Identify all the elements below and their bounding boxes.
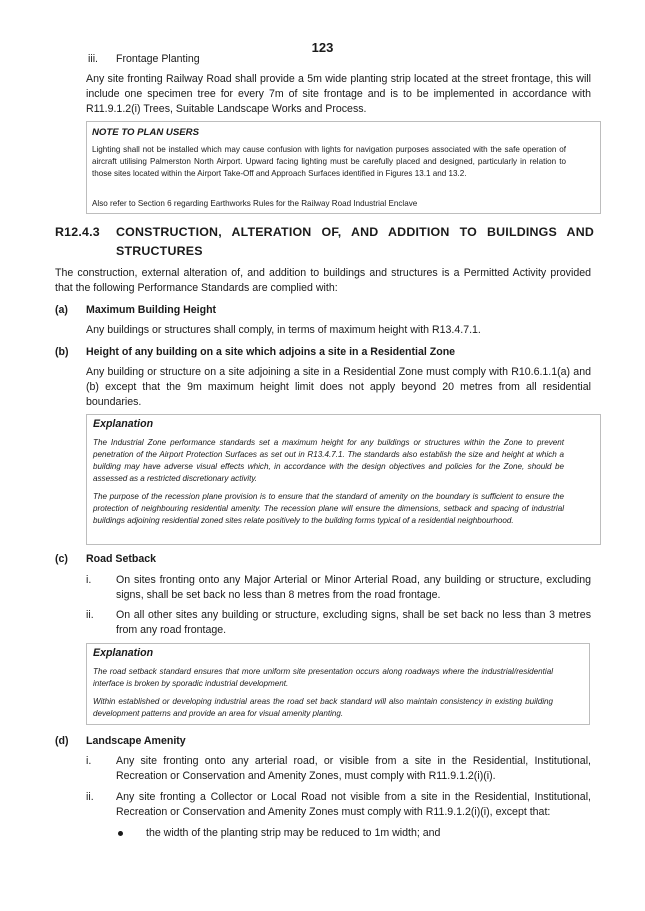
bullet-icon: [118, 831, 123, 836]
a-label: (a): [55, 304, 68, 316]
section-title: CONSTRUCTION, ALTERATION OF, AND ADDITION TO BUILDINGS AND STRUCTURES: [116, 225, 594, 258]
d-ii-label: ii.: [86, 791, 94, 803]
d-ii-body: Any site fronting a Collector or Local Road not visible from a site in the Residential, Institutional, Recreation or Conservation and Amenity Zones must comply with R11.9.1.2(i)(i), except that:: [116, 791, 591, 818]
d-i-label: i.: [86, 755, 92, 767]
explanation-1-p2: The purpose of the recession plane provision is to ensure that the standard of amenity on the boundary is sufficient to ensure the protection of neighbouring residential amenity. The recession plane will ensure the dimensions, setback and spacing of industrial buildings adjoining residential zoned sites relate positively to the building forms typical of a residential neighbourhood.: [93, 492, 564, 525]
frontage-label: iii.: [88, 53, 99, 65]
d-i-body: Any site fronting onto any arterial road, or visible from a site in the Residential, Institutional, Recreation or Conservation and Amenity Zones, must comply with R11.9.1.2(i)(i).: [116, 755, 591, 782]
b-body: Any building or structure on a site adjoining a site in a Residential Zone must comply with R10.6.1.1(a) and (b) except that the 9m maximum height limit does not apply beyond 20 metres from all residential boundaries.: [86, 366, 591, 408]
section-number: R12.4.3: [55, 225, 100, 239]
a-body: Any buildings or structures shall comply, in terms of maximum height with R13.4.7.1.: [86, 324, 481, 336]
explanation-1-title: Explanation: [93, 418, 154, 430]
note-box: [86, 121, 601, 214]
explanation-1-p1: The Industrial Zone performance standards set a maximum height for any buildings or structures within the Zone to prevent penetration of the Airport Protection Surfaces as set out in R13.4.7.1. The standards also establish the size and height at which a building may have adverse visual effects which, in accordance with the design objectives and policies for the Zone, should be assessed as a restricted discretionary activity.: [93, 438, 564, 483]
c-i-label: i.: [86, 574, 92, 586]
section-intro: The construction, external alteration of, and addition to buildings and structures is a Permitted Activity provided that the following Performance Standards are complied with:: [55, 267, 591, 294]
b-label: (b): [55, 346, 69, 358]
note-body: Lighting shall not be installed which may cause confusion with lights for navigation purposes associated with the safe operation of aircraft utilising Palmerston North Airport. Upward facing lighting must be carefully placed and designed, particularly in relation to those sites located within the Airport Take-Off and Approach Surfaces identified in Figures 13.1 and 13.2.: [92, 145, 566, 178]
explanation-2-title: Explanation: [93, 647, 154, 659]
explanation-2-p1: The road setback standard ensures that more uniform site presentation occurs along roadways where the industrial/residential interface is broken by sporadic industrial development.: [93, 667, 553, 688]
d-title: Landscape Amenity: [86, 735, 186, 747]
c-ii-label: ii.: [86, 609, 94, 621]
c-ii-body: On all other sites any building or structure, excluding signs, shall be set back no less than 3 metres from any road frontage.: [116, 609, 591, 636]
c-i-body: On sites fronting onto any Major Arterial or Minor Arterial Road, any building or structure, excluding signs, shall be set back no less than 8 metres from the road frontage.: [116, 574, 591, 601]
a-title: Maximum Building Height: [86, 304, 217, 316]
d-bullet-text: the width of the planting strip may be reduced to 1m width; and: [146, 827, 441, 839]
c-label: (c): [55, 553, 68, 565]
frontage-body: Any site fronting Railway Road shall provide a 5m wide planting strip located at the street frontage, this will include one specimen tree for every 7m of site frontage and is to be implemented in accordance with R11.9.1.2(i) Trees, Suitable Landscape Works and Process.: [86, 73, 591, 115]
b-title: Height of any building on a site which adjoins a site in a Residential Zone: [86, 346, 456, 358]
page-number: 123: [311, 40, 334, 55]
note-title: NOTE TO PLAN USERS: [92, 127, 199, 138]
explanation-box-2: [86, 643, 590, 725]
explanation-box-1: [86, 414, 601, 545]
d-label: (d): [55, 735, 69, 747]
explanation-2-p2: Within established or developing industrial areas the road set back standard will also maintain consistency in existing building development patterns and provide an area for visual amenity planting.: [93, 697, 553, 718]
note-refer: Also refer to Section 6 regarding Earthworks Rules for the Railway Road Industrial Enclave: [92, 199, 418, 208]
c-title: Road Setback: [86, 553, 157, 565]
frontage-title: Frontage Planting: [116, 53, 200, 65]
